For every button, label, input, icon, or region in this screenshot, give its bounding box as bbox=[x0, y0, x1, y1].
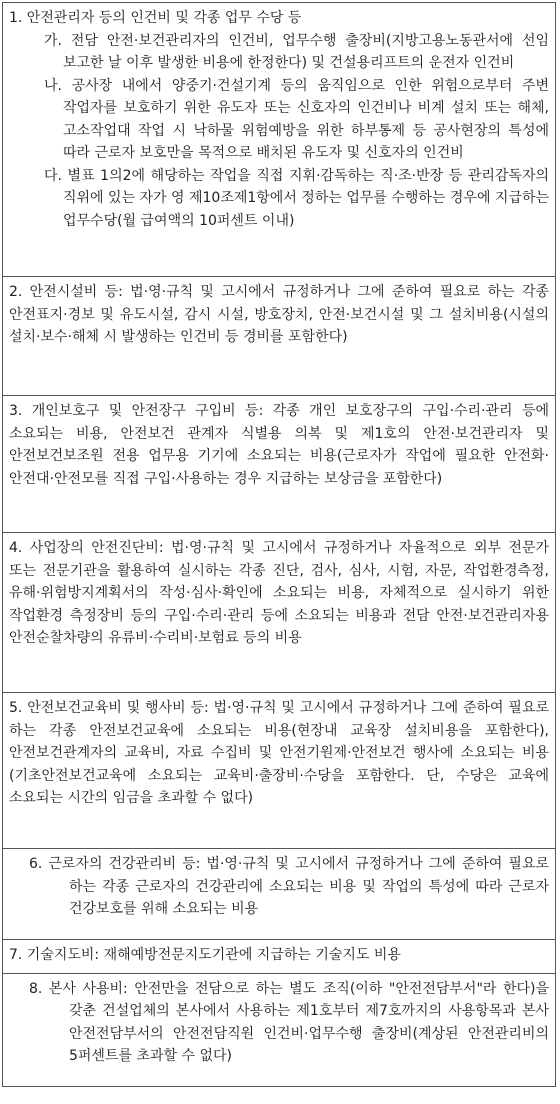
sub-item: 가. 전담 안전·보건관리자의 인건비, 업무수행 출장비(지방고용노동관서에 선임 보고한 날 이후 발생한 비용에 한정한다) 및 건설용리프트의 운전자 인건비 bbox=[44, 32, 549, 71]
table-row bbox=[3, 533, 556, 693]
table-row bbox=[3, 693, 556, 849]
table-row bbox=[3, 940, 556, 974]
table-row bbox=[3, 973, 556, 1086]
sub-item: 다. 별표 1의2에 해당하는 작업을 직접 지휘·감독하는 직·조·반장 등 관리감독자의 직위에 있는 자가 영 제10조제1항에서 정하는 업무를 수행하는 경우에 지급하는 업무수당(월 급여액의 10퍼센트 이내) bbox=[44, 167, 550, 229]
item-text: 2. 안전시설비 등: 법·영·규칙 및 고시에서 규정하거나 그에 준하여 필요로 하는 각종 안전표지·경보 및 유도시설, 감시 시설, 방호장치, 안전·보건시설 및 그 설치비용(시설의 설치·보수·해체 시 발생하는 인건비 등 경비를 포함한다) bbox=[9, 284, 549, 345]
item-text: 3. 개인보호구 및 안전장구 구입비 등: 각종 개인 보호장구의 구입·수리·관리 등에 소요되는 비용, 안전보건 관계자 식별용 의복 및 제1호의 안전·보건관리자 및 안전보건보조원 전용 업무용 기기에 소요되는 비용(근로자가 작업에 필요한 안전화·안전대·안전모를 직접 구입·사용하는 경우 지급하는 보상금을 포함한다) bbox=[9, 403, 549, 487]
item-cell bbox=[3, 940, 556, 974]
sub-item: 나. 공사장 내에서 양중기·건설기계 등의 움직임으로 인한 위험으로부터 주변 작업자를 보호하기 위한 유도자 또는 신호자의 인건비나 비계 설치 또는 해체, 고소작업대 작업 시 낙하물 위험예방을 위한 하부통제 등 공사현장의 특성에 따라 근로자 보호만을 목적으로 배치된 유도자 및 신호자의 인건비 bbox=[44, 77, 549, 161]
item-cell bbox=[3, 3, 556, 277]
table-row bbox=[3, 3, 556, 277]
item-cell bbox=[3, 533, 556, 693]
table-row bbox=[3, 396, 556, 533]
item-text: 5. 안전보건교육비 및 행사비 등: 법·영·규칙 및 고시에서 규정하거나 그에 준하여 필요로 하는 각종 안전보건교육에 소요되는 비용(현장내 교육장 설치비용을 포함한다), 안전보건관계자의 교육비, 자료 수집비 및 안전기원제·안전보건 행사에 소요되는 비용(기초안전보건교육에 소요되는 교육비·출장비·수당을 포함한다. 단, 수당은 교육에 소요되는 시간의 임금을 초과할 수 없다) bbox=[9, 700, 549, 806]
item-cell bbox=[3, 849, 556, 940]
item-cell bbox=[3, 693, 556, 849]
item-cell bbox=[3, 277, 556, 396]
item-heading: 1. 안전관리자 등의 인건비 및 각종 업무 수당 등 bbox=[9, 10, 302, 26]
item-text: 4. 사업장의 안전진단비: 법·영·규칙 및 고시에서 규정하거나 자율적으로 외부 전문가 또는 전문기관을 활용하여 실시하는 각종 진단, 검사, 심사, 시험, 자문, 작업환경측정, 유해·위험방지계획서의 작성·심사·확인에 소요되는 비용, 자체적으로 실시하기 위한 작업환경 측정장비 등의 구입·수리·관리 등에 소요되는 비용과 전담 안전·보건관리자용 안전순찰차량의 유류비·수리비·보험료 등의 비용 bbox=[9, 540, 549, 646]
cost-items-document bbox=[2, 2, 556, 1087]
item-text: 7. 기술지도비: 재해예방전문지도기관에 지급하는 기술지도 비용 bbox=[9, 947, 401, 963]
item-text: 8. 본사 사용비: 안전만을 전담으로 하는 별도 조직(이하 "안전전담부서"라 한다)을 갖춘 건설업체의 본사에서 사용하는 제1호부터 제7호까지의 사용항목과 본사 안전전담부서의 안전전담직원 인건비·업무수행 출장비(계상된 안전관리비의 5퍼센트를 초과할 수 없다) bbox=[29, 980, 549, 1064]
table-row bbox=[3, 849, 556, 940]
item-cell bbox=[3, 396, 556, 533]
table-row bbox=[3, 277, 556, 396]
cost-items-table bbox=[2, 2, 556, 1087]
item-text: 6. 근로자의 건강관리비 등: 법·영·규칙 및 고시에서 규정하거나 그에 준하여 필요로 하는 각종 근로자의 건강관리에 소요되는 비용 및 작업의 특성에 따라 근로자 건강보호를 위해 소요되는 비용 bbox=[29, 856, 549, 917]
item-cell bbox=[3, 973, 556, 1086]
